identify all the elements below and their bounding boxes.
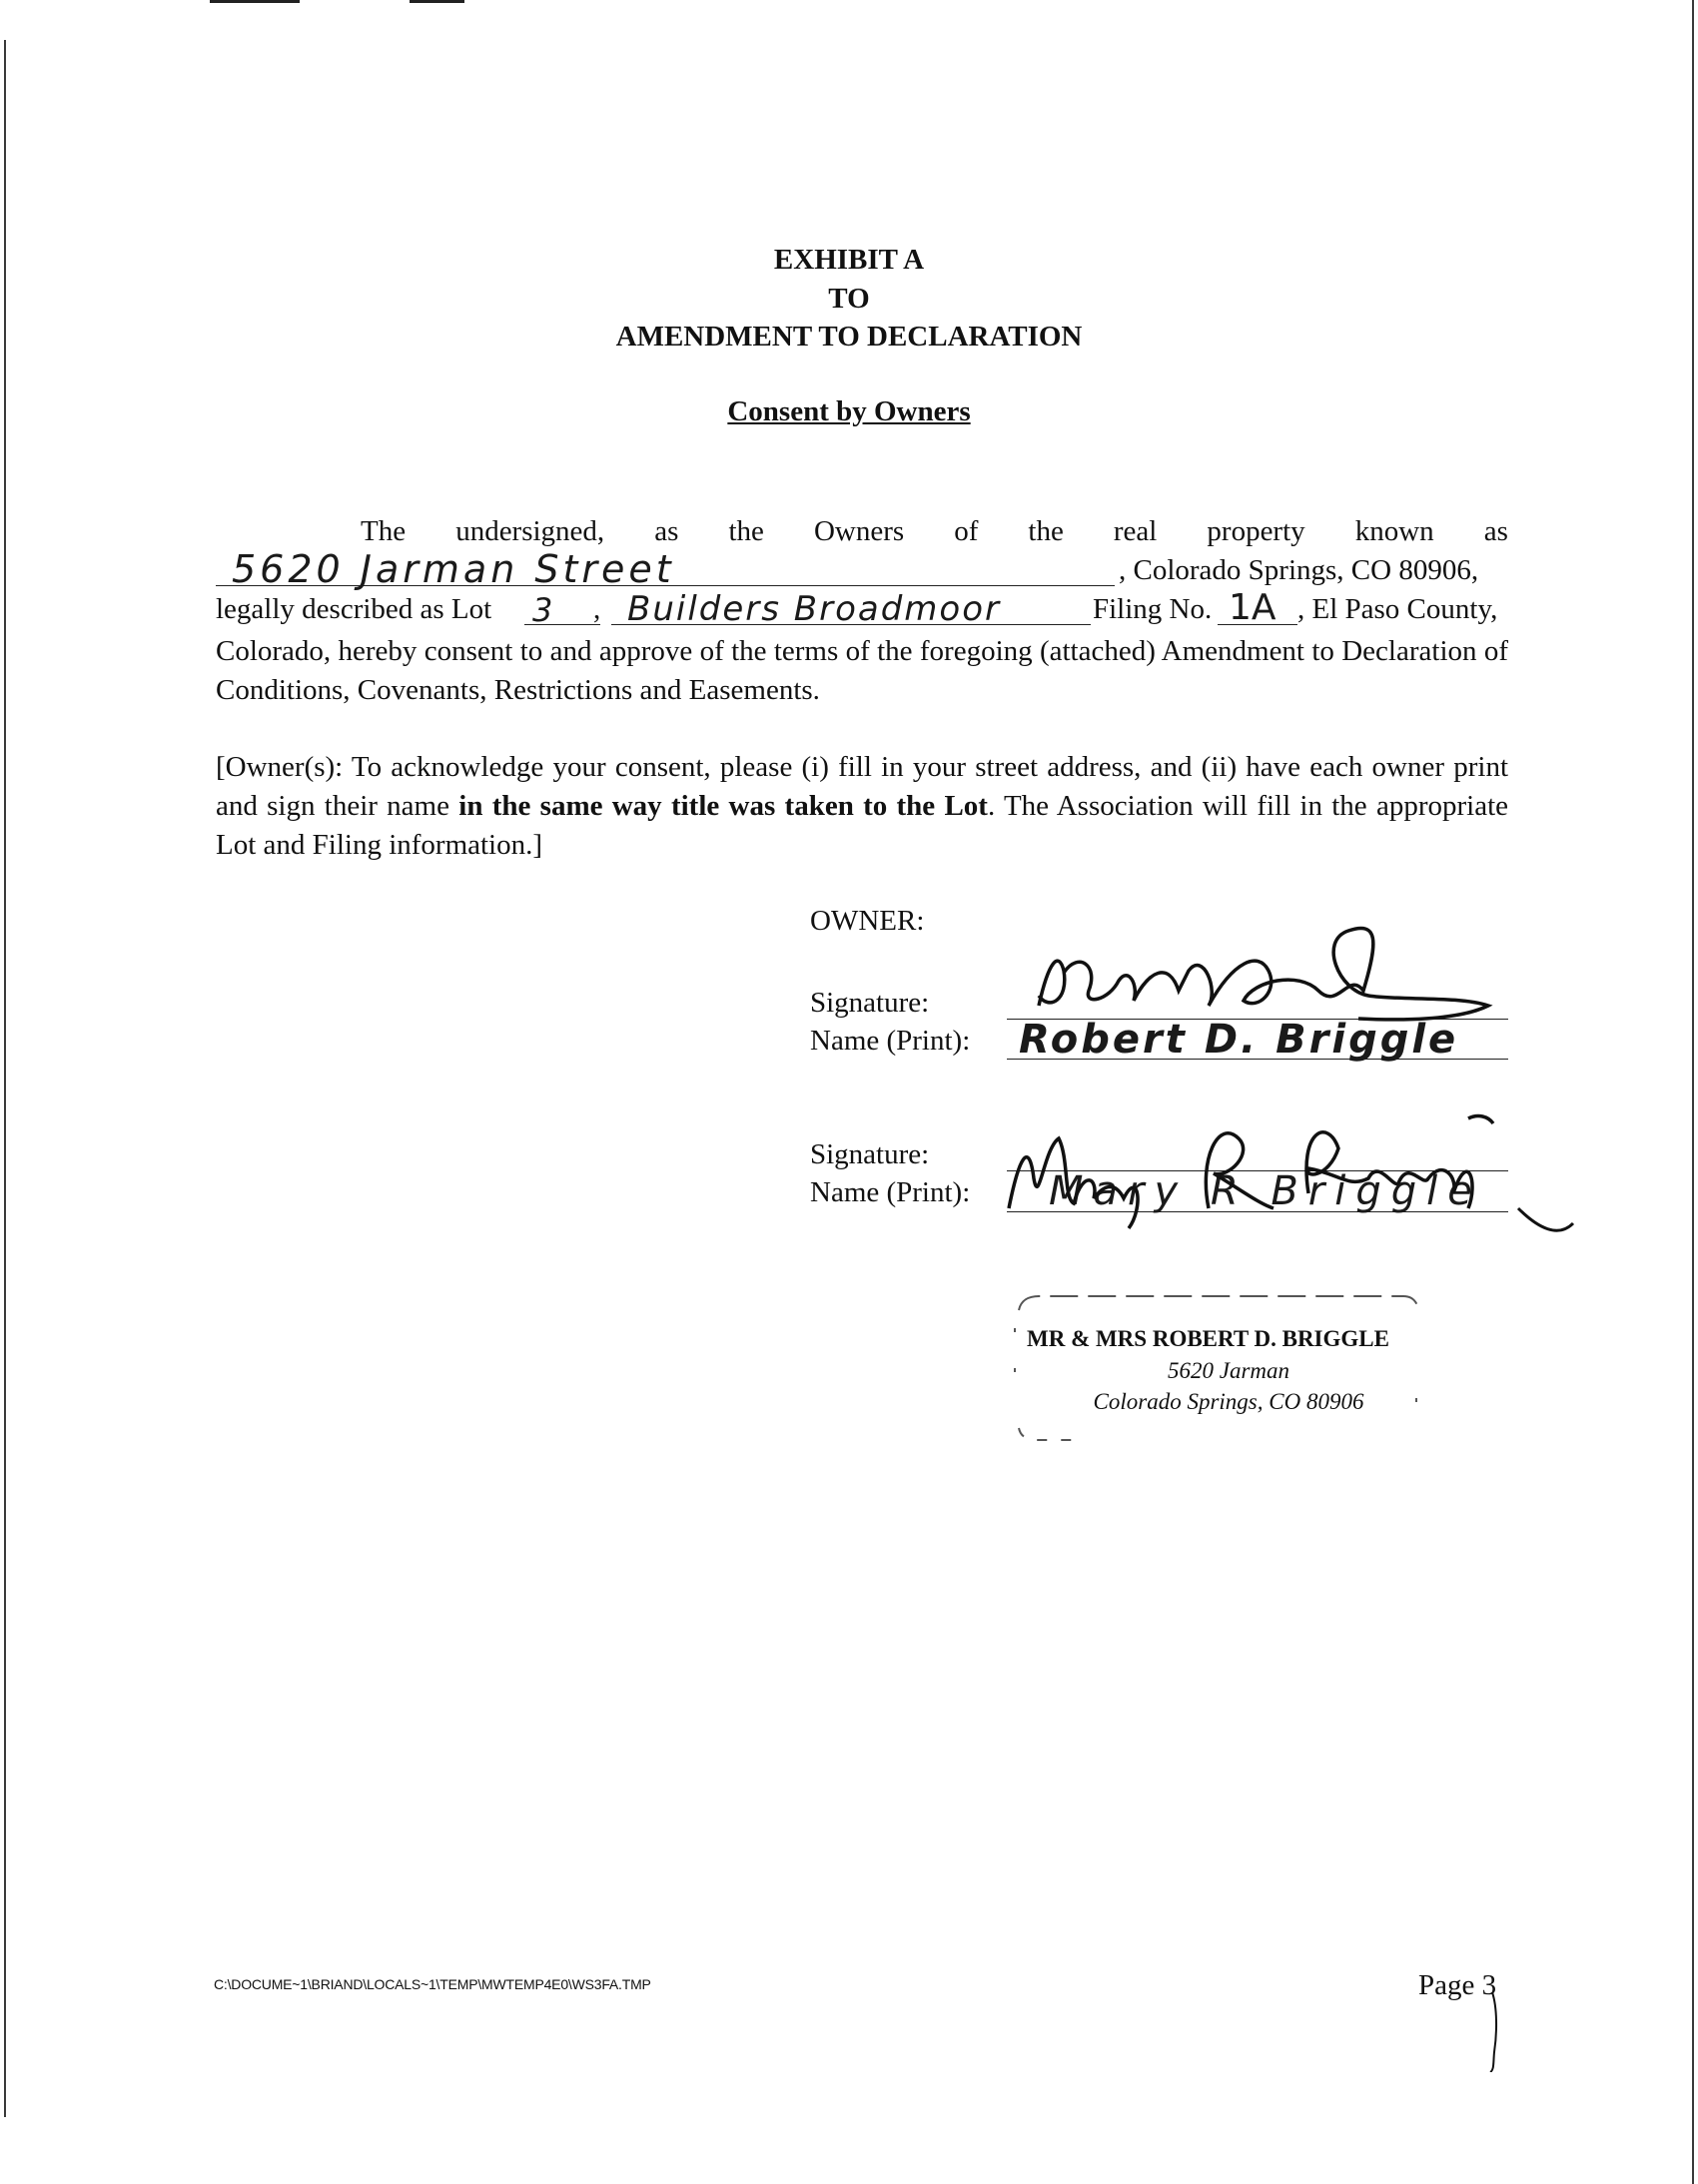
- county: , El Paso County,: [1297, 593, 1498, 625]
- stamp-street: 5620 Jarman: [1167, 1358, 1290, 1383]
- paragraph1-rest: Colorado, hereby consent to and approve of the terms of the foregoing (attached) Amendment to Declaration of Conditions, Covenants, Restrictions and Easements.: [216, 635, 1508, 706]
- page-ink-mark: [1488, 1992, 1500, 2072]
- owner-label: OWNER:: [810, 905, 925, 937]
- lot-handwritten: 3: [532, 591, 553, 629]
- stamp-city: Colorado Springs, CO 80906: [1093, 1389, 1364, 1414]
- street-handwritten: 5620 Jarman Street: [232, 547, 675, 591]
- owner2-signature: [999, 1098, 1578, 1248]
- stamp-owner-name: MR & MRS ROBERT D. BRIGGLE: [1027, 1326, 1389, 1351]
- owner1-printed-name: Robert D. Briggle: [1019, 1017, 1459, 1063]
- signature-label-2: Signature:: [810, 1138, 930, 1170]
- lot-comma: ,: [593, 593, 601, 625]
- paragraph2-text-end: . The Association will fill in the appropriate Lot and Filing information.]: [216, 790, 1508, 861]
- amendment-title: AMENDMENT TO DECLARATION: [615, 321, 1083, 353]
- consent-title: Consent by Owners: [727, 395, 971, 427]
- page-number: Page 3: [1418, 1969, 1497, 2001]
- word: real: [1113, 515, 1158, 547]
- paragraph2: [216, 748, 1508, 865]
- footer-file-path: C:\DOCUME~1\BRIAND\LOCALS~1\TEMP\MWTEMP4E0\WS3FA.TMP: [214, 1976, 651, 1992]
- exhibit-title: EXHIBIT A: [773, 244, 925, 276]
- word: The: [361, 515, 407, 547]
- paragraph2-bold: in the same way title was taken to the Lot: [458, 790, 988, 822]
- city-state-zip: , Colorado Springs, CO 80906,: [1119, 554, 1479, 586]
- paragraph2-text: [Owner(s): To acknowledge your consent, please (i) fill in your street address, and (ii) have each owner print and sign their name: [216, 751, 1508, 822]
- address-stamp: [1009, 1288, 1428, 1448]
- name-print-label-1: Name (Print):: [810, 1025, 971, 1057]
- word: property: [1207, 515, 1305, 547]
- word: of: [954, 515, 979, 547]
- word: as: [1483, 515, 1508, 547]
- exhibit-to: TO: [828, 283, 870, 315]
- word: as: [654, 515, 679, 547]
- signature-label-1: Signature:: [810, 987, 930, 1019]
- subdivision-handwritten: Builders Broadmoor: [627, 589, 1001, 629]
- paragraph1-line1: [216, 515, 1508, 548]
- scan-top-marks: [210, 0, 469, 3]
- owner2-printed-name: Mary R Briggle: [1049, 1168, 1482, 1214]
- filing-handwritten: 1A: [1229, 587, 1276, 628]
- word: the: [1028, 515, 1064, 547]
- word: the: [728, 515, 764, 547]
- name-print-label-2: Name (Print):: [810, 1176, 971, 1208]
- filing-prefix: Filing No.: [1093, 593, 1213, 625]
- legal-description-prefix: legally described as Lot: [216, 593, 492, 625]
- owner1-signature: [1019, 911, 1508, 1031]
- word: known: [1354, 515, 1434, 547]
- word: undersigned,: [455, 515, 605, 547]
- word: Owners: [813, 515, 905, 547]
